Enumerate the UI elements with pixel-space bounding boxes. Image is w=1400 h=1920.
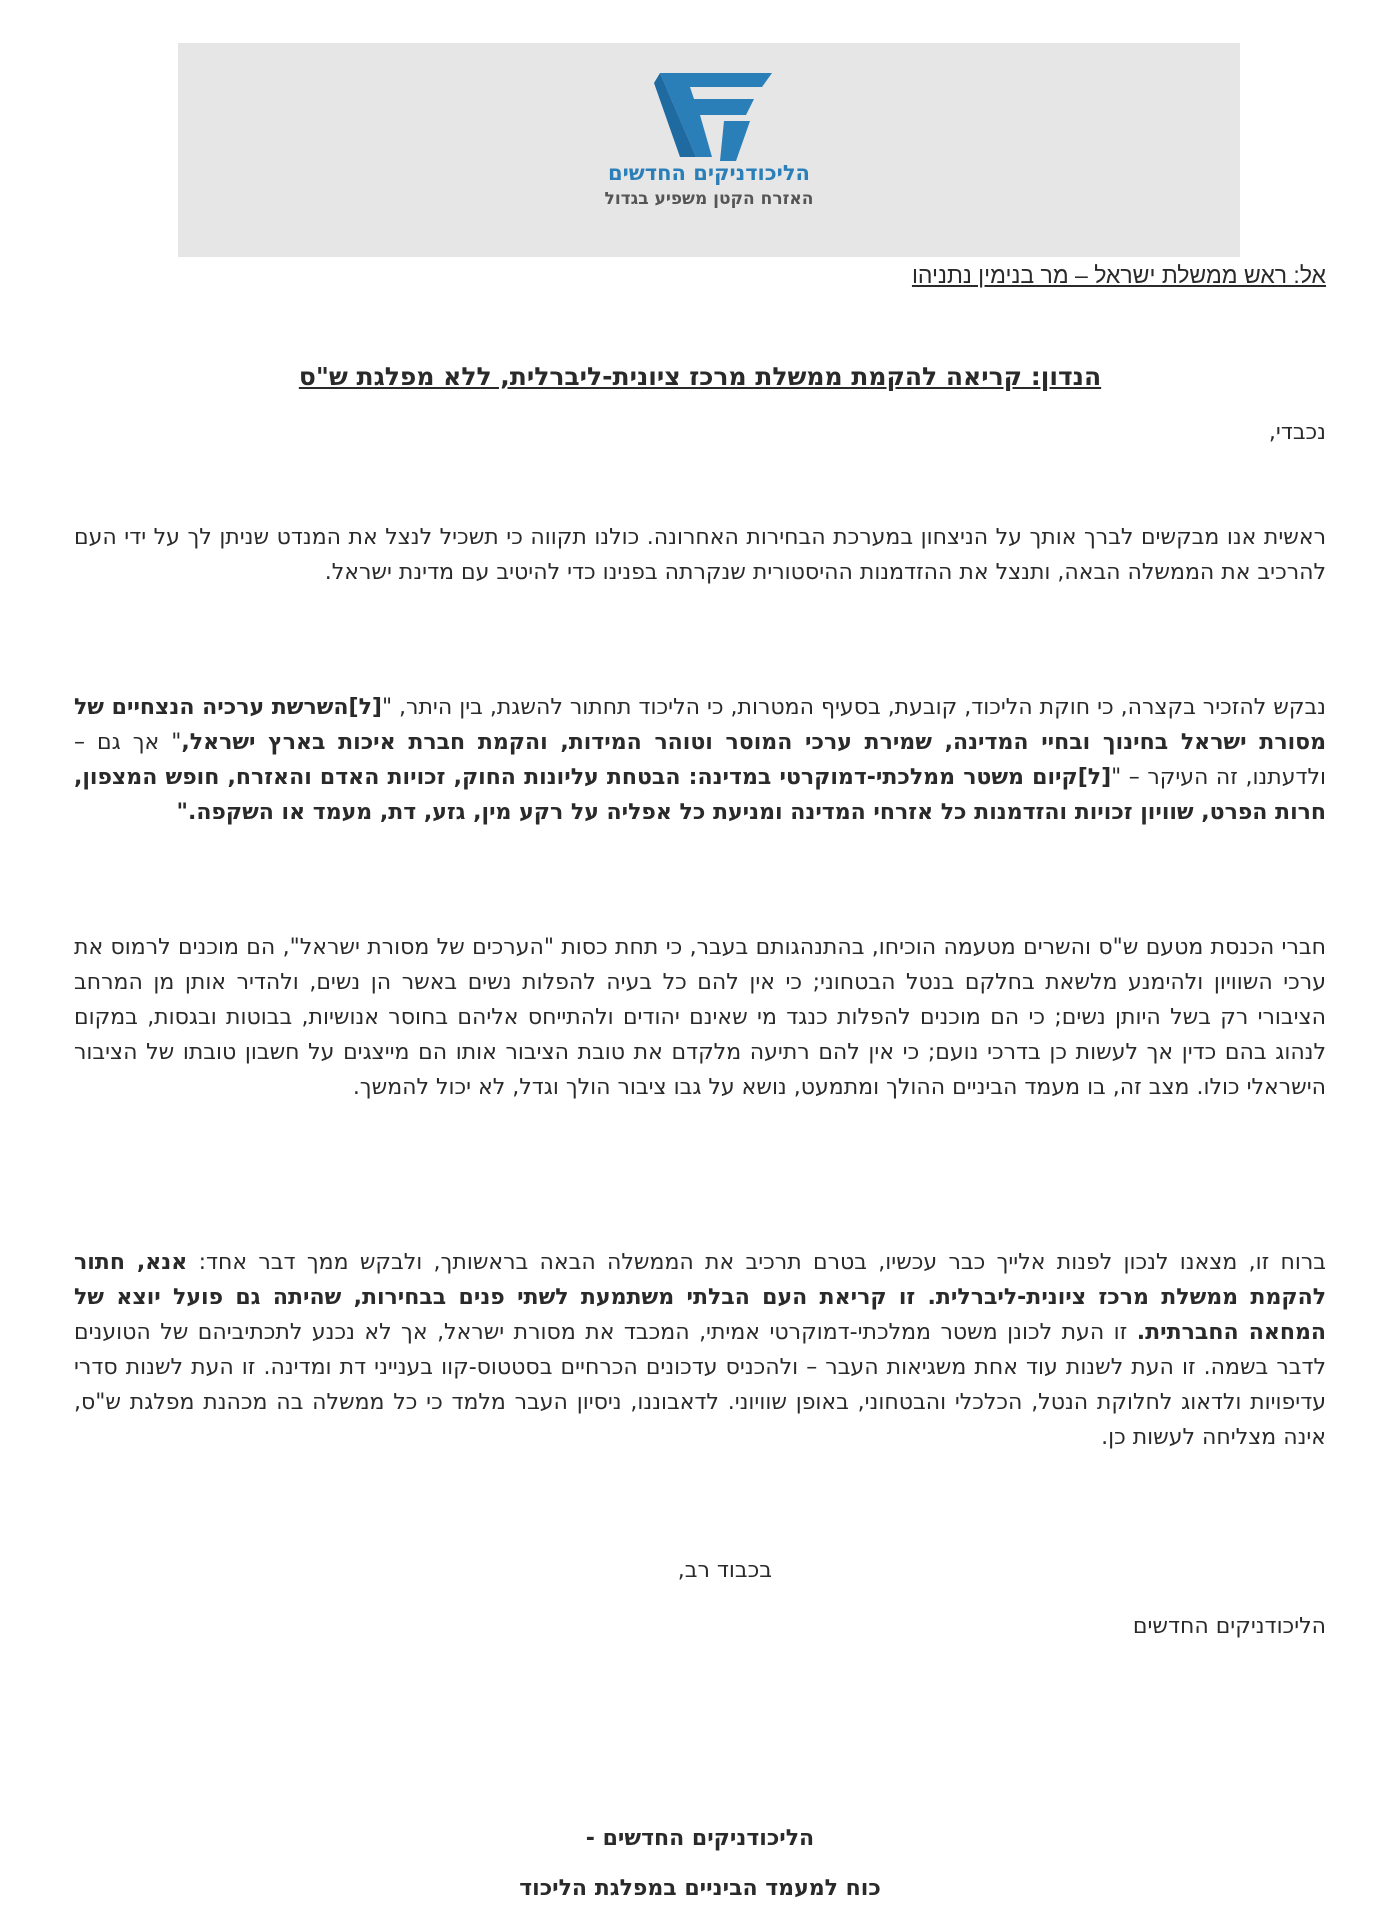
footer-line-1: הליכודניקים החדשים - xyxy=(585,1826,815,1851)
logo-slogan: האזרח הקטן משפיע בגדול xyxy=(604,189,814,209)
paragraph-3: חברי הכנסת מטעם ש"ס והשרים מטעמה הוכיחו, בהתנהגותם בעבר, כי תחת כסות "הערכים של מסורת ישראל", הם מוכנים לרמוס את ערכי השוויון ולהימנע מלשאת בחלקם בנטל הבטחוני; כי אין להם כל בעיה להפלות נשים באשר הן נשים, ולהדיר אותן מן המרחב הציבורי רק בשל היותן נשים; כי הם מוכנים להפלות כנגד מי שאינם יהודים ולהתייחס אליהם בחוסר אנושיות, בבוטות ובגסות, במקום לנהוג בהם כדין אך לעשות כן בדרכי נועם; כי אין להם רתיעה מלקדם את טובת הציבור אותו הם מייצגים על חשבון טובתו של הציבור הישראלי כולו. מצב זה, בו מעמד הביניים ההולך ומתמעט, נושא על גבו ציבור הולך וגדל, לא יכול להמשך. xyxy=(74,935,1326,1100)
paragraph-4-intro: ברוח זו, מצאנו לנכון לפנות אלייך כבר עכשיו, בטרם תרכיב את הממשלה הבאה בראשותך, ולבקש ממך דבר אחד: xyxy=(187,1250,1327,1275)
signer: הליכודניקים החדשים xyxy=(1132,1614,1326,1639)
recipient-line: אל: ראש ממשלת ישראל – מר בנימין נתניהו xyxy=(911,262,1326,288)
paragraph-2-quote-2: [ל]קיום משטר ממלכתי-דמוקרטי במדינה: הבטחת עליונות החוק, זכויות האדם והאזרח, חופש המצפון, חרות הפרט, שוויון זכויות והזדמנות כל אזרחי המדינה ומניעת כל אפליה על רקע מין, גזע, דת, מעמד או השקפה." xyxy=(74,765,1326,825)
closing-line: בכבוד רב, xyxy=(677,1558,772,1583)
letter-greeting: נכבדי, xyxy=(1268,420,1326,445)
paragraph-2-quote-1: [ל]השרשת ערכיה הנצחיים של מסורת ישראל בחינוך ובחיי המדינה, שמירת ערכי המוסר וטוהר המידות, והקמת חברת איכות בארץ ישראל, xyxy=(74,695,1326,755)
paragraph-2-mid: " אך גם – ולדעתנו, זה העיקר – " xyxy=(74,730,1326,790)
paragraph-4-rest: זו העת לכונן משטר ממלכתי-דמוקרטי אמיתי, המכבד את מסורת ישראל, אך לא נכנע לתכתיביהם של הטוענים לדבר בשמה. זו העת לשנות עוד אחת משגיאות העבר – ולהכניס עדכונים הכרחיים בסטטוס-קוו בענייני דת ומדינה. זו העת לשנות סדרי עדיפויות ולדאוג לחלוקת הנטל, הכלכלי והבטחוני, באופן שוויוני. לדאבוננו, ניסיון העבר מלמד כי כל ממשלה בה מכהנת מפלגת ש"ס, אינה מצליחה לעשות כן. xyxy=(74,1320,1326,1450)
footer-line-2: כוח למעמד הביניים במפלגת הליכוד xyxy=(519,1876,881,1901)
header-banner xyxy=(178,43,1240,257)
likudniks-logo-icon xyxy=(650,65,782,171)
letter-subject: הנדון: קריאה להקמת ממשלת מרכז ציונית-ליברלית, ללא מפלגת ש"ס xyxy=(298,362,1102,391)
paragraph-4 xyxy=(74,1245,1326,1455)
paragraph-2-intro: נבקש להזכיר בקצרה, כי חוקת הליכוד, קובעת, בסעיף המטרות, כי הליכוד תחתור להשגת, בין היתר, " xyxy=(381,695,1326,720)
logo-name: הליכודניקים החדשים xyxy=(608,161,810,185)
paragraph-4-call: אנא, חתור להקמת ממשלת מרכז ציונית-ליברלית. זו קריאת העם הבלתי משתמעת לשתי פנים בבחירות, שהיתה גם פועל יוצא של המחאה החברתית. xyxy=(74,1250,1326,1345)
paragraph-1: ראשית אנו מבקשים לברך אותך על הניצחון במערכת הבחירות האחרונה. כולנו תקווה כי תשכיל לנצל את המנדט שניתן לך על ידי העם להרכיב את הממשלה הבאה, ותנצל את ההזדמנות ההיסטורית שנקרתה בפנינו כדי להיטיב עם מדינת ישראל. xyxy=(74,525,1326,585)
paragraph-2 xyxy=(74,690,1326,830)
